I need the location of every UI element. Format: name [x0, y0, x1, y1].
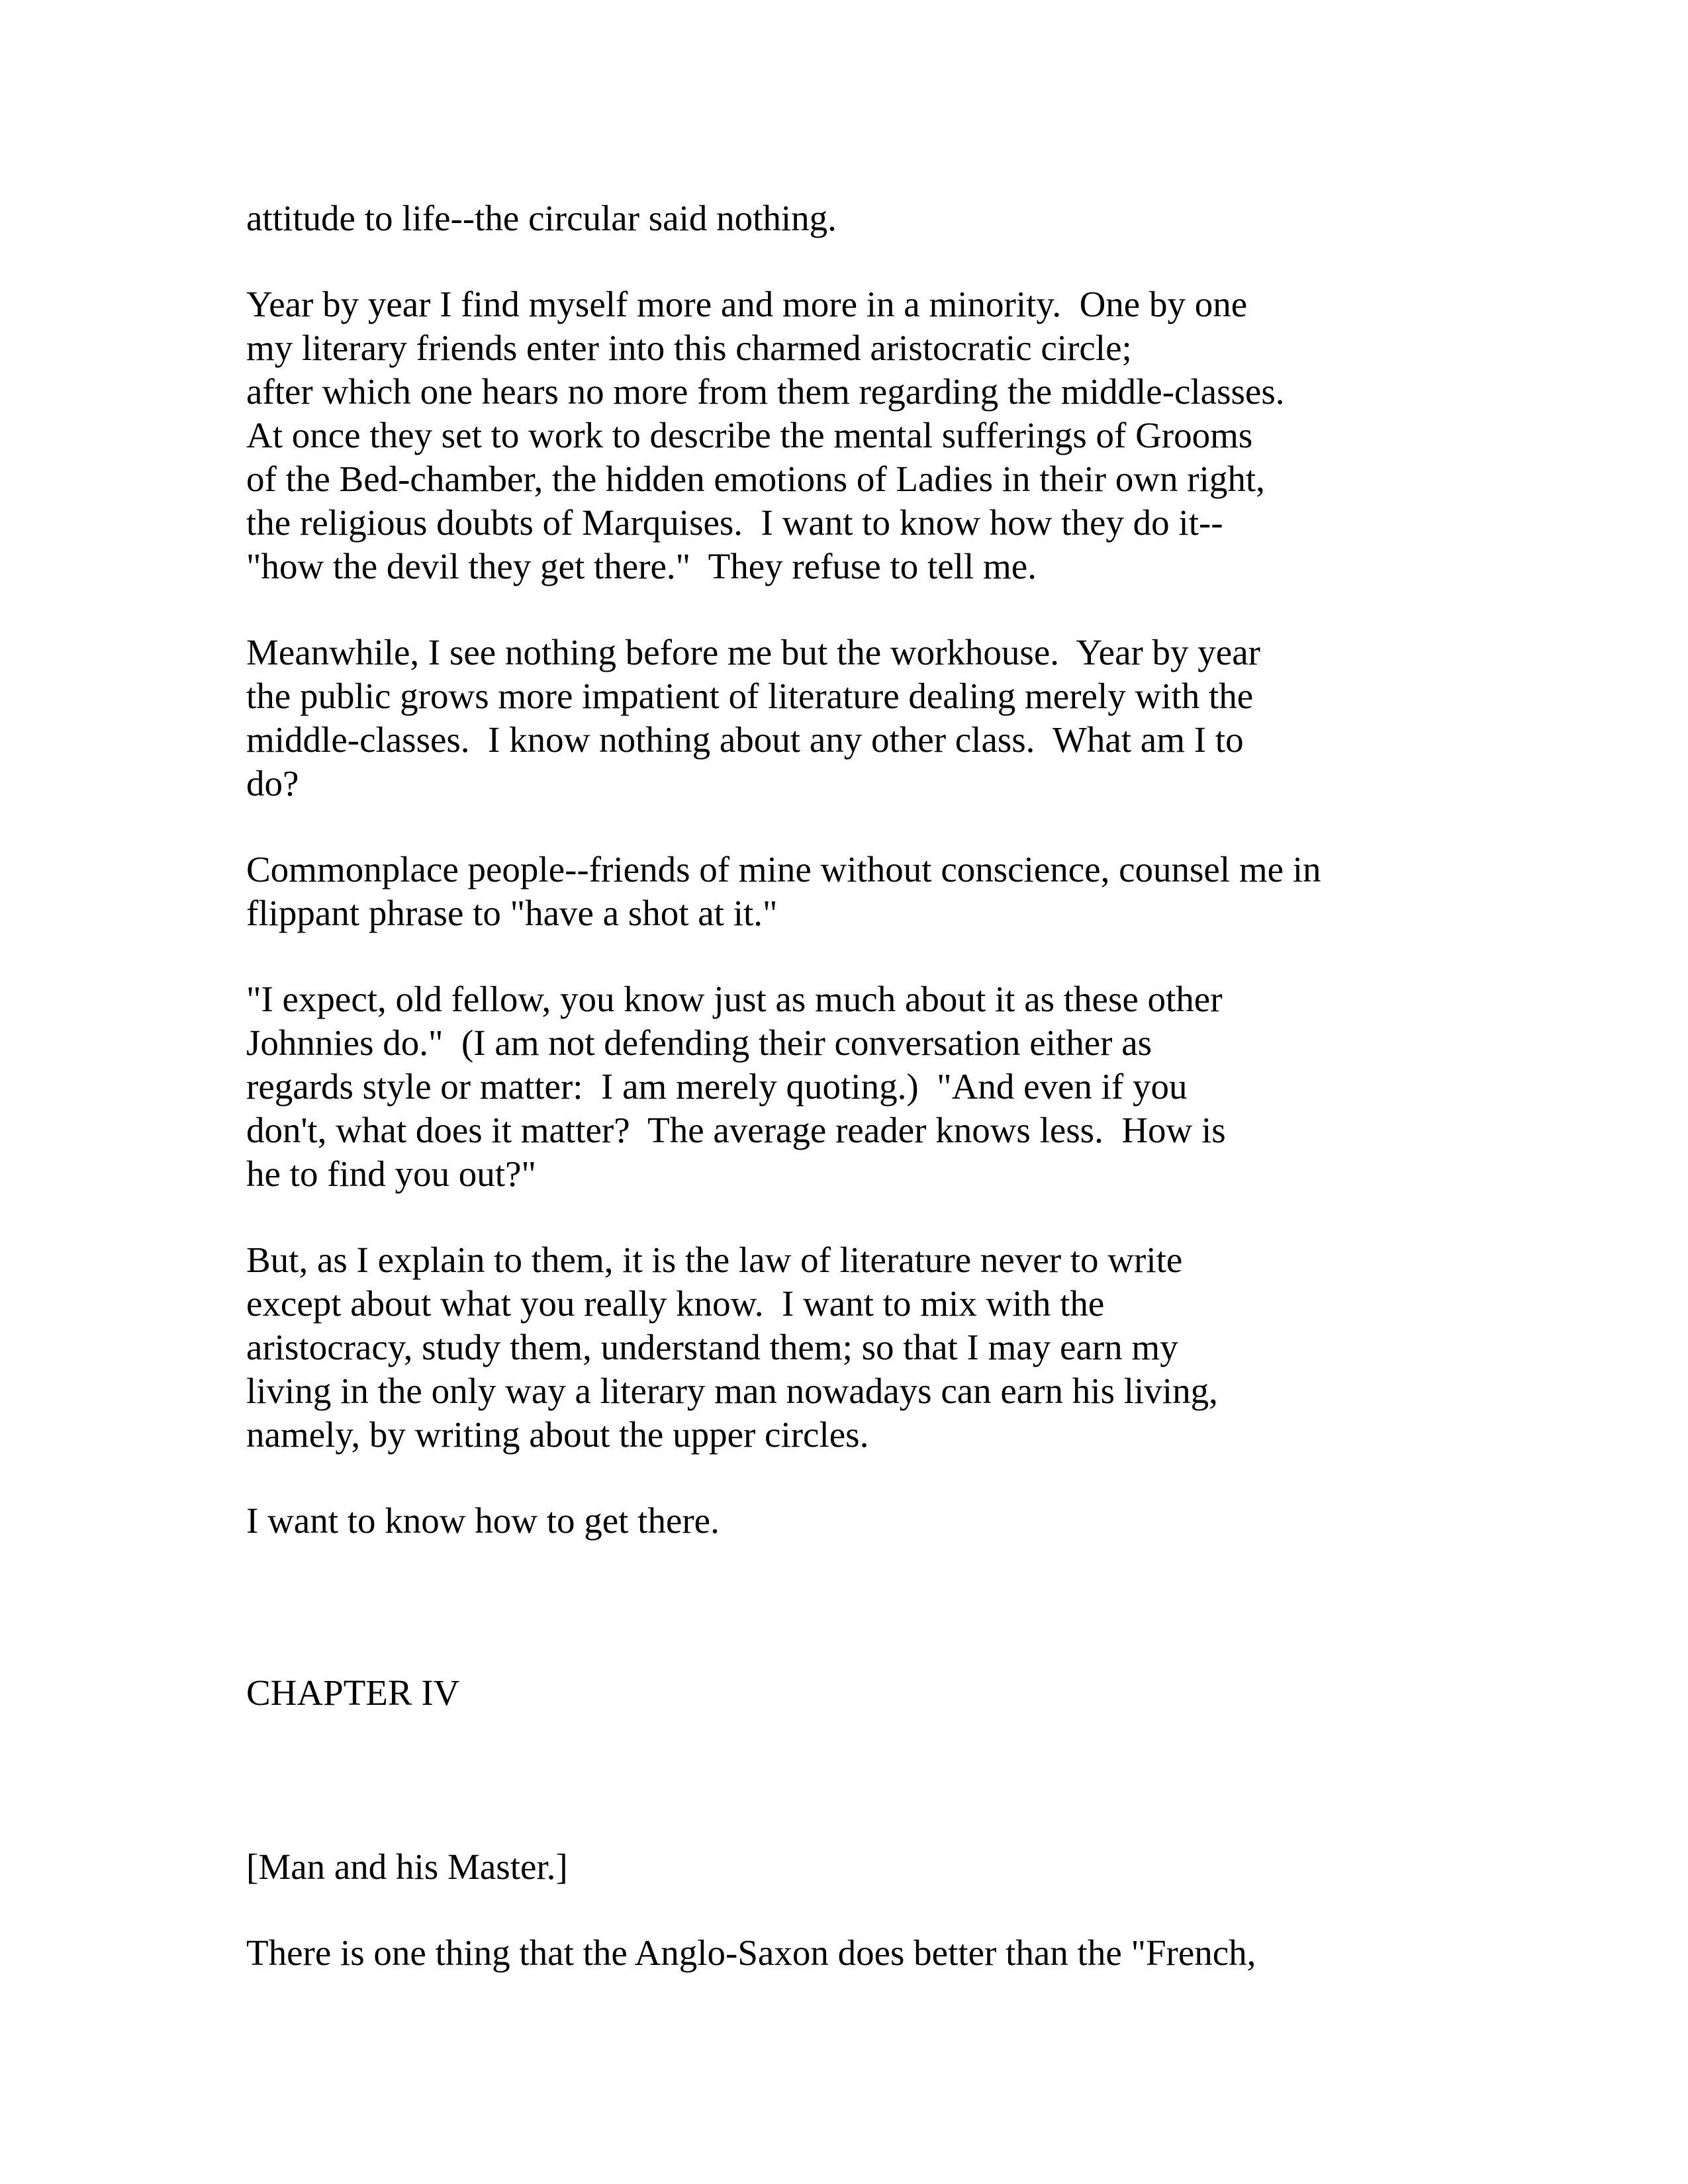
text-line: the religious doubts of Marquises. I want to know how they do it-- [246, 502, 1223, 543]
text-line: except about what you really know. I want to mix with the [246, 1283, 1105, 1324]
text-line: of the Bed-chamber, the hidden emotions of Ladies in their own right, [246, 459, 1265, 499]
text-line: don't, what does it matter? The average reader knows less. How is [246, 1110, 1226, 1150]
text-line: aristocracy, study them, understand them; so that I may earn my [246, 1327, 1178, 1367]
text-line: regards style or matter: I am merely quoting.) "And even if you [246, 1066, 1188, 1107]
text-line: At once they set to work to describe the mental sufferings of Grooms [246, 415, 1253, 455]
text-line: attitude to life--the circular said nothing. [246, 198, 837, 238]
text-line: Commonplace people--friends of mine without conscience, counsel me in [246, 849, 1321, 889]
chapter-subtitle: [Man and his Master.] [246, 1846, 568, 1887]
chapter-heading: CHAPTER IV [246, 1672, 460, 1713]
text-line: Johnnies do." (I am not defending their conversation either as [246, 1023, 1152, 1063]
text-line: There is one thing that the Anglo-Saxon does better than the "French, [246, 1933, 1256, 1973]
text-line: middle-classes. I know nothing about any other class. What am I to [246, 719, 1244, 760]
text-line: after which one hears no more from them regarding the middle-classes. [246, 371, 1285, 412]
text-line: my literary friends enter into this charmed aristocratic circle; [246, 328, 1132, 368]
text-line: Year by year I find myself more and more in a minority. One by one [246, 284, 1248, 324]
text-line: do? [246, 763, 299, 803]
text-line: the public grows more impatient of literature dealing merely with the [246, 676, 1254, 716]
text-line: Meanwhile, I see nothing before me but the workhouse. Year by year [246, 632, 1260, 672]
text-line: I want to know how to get there. [246, 1500, 720, 1541]
text-line: namely, by writing about the upper circles. [246, 1414, 869, 1455]
text-line: living in the only way a literary man nowadays can earn his living, [246, 1371, 1218, 1411]
text-line: But, as I explain to them, it is the law of literature never to write [246, 1240, 1183, 1280]
text-line: he to find you out?" [246, 1154, 536, 1194]
text-line: flippant phrase to "have a shot at it." [246, 893, 778, 933]
text-line: "how the devil they get there." They refuse to tell me. [246, 546, 1037, 586]
text-line: "I expect, old fellow, you know just as much about it as these other [246, 979, 1223, 1019]
